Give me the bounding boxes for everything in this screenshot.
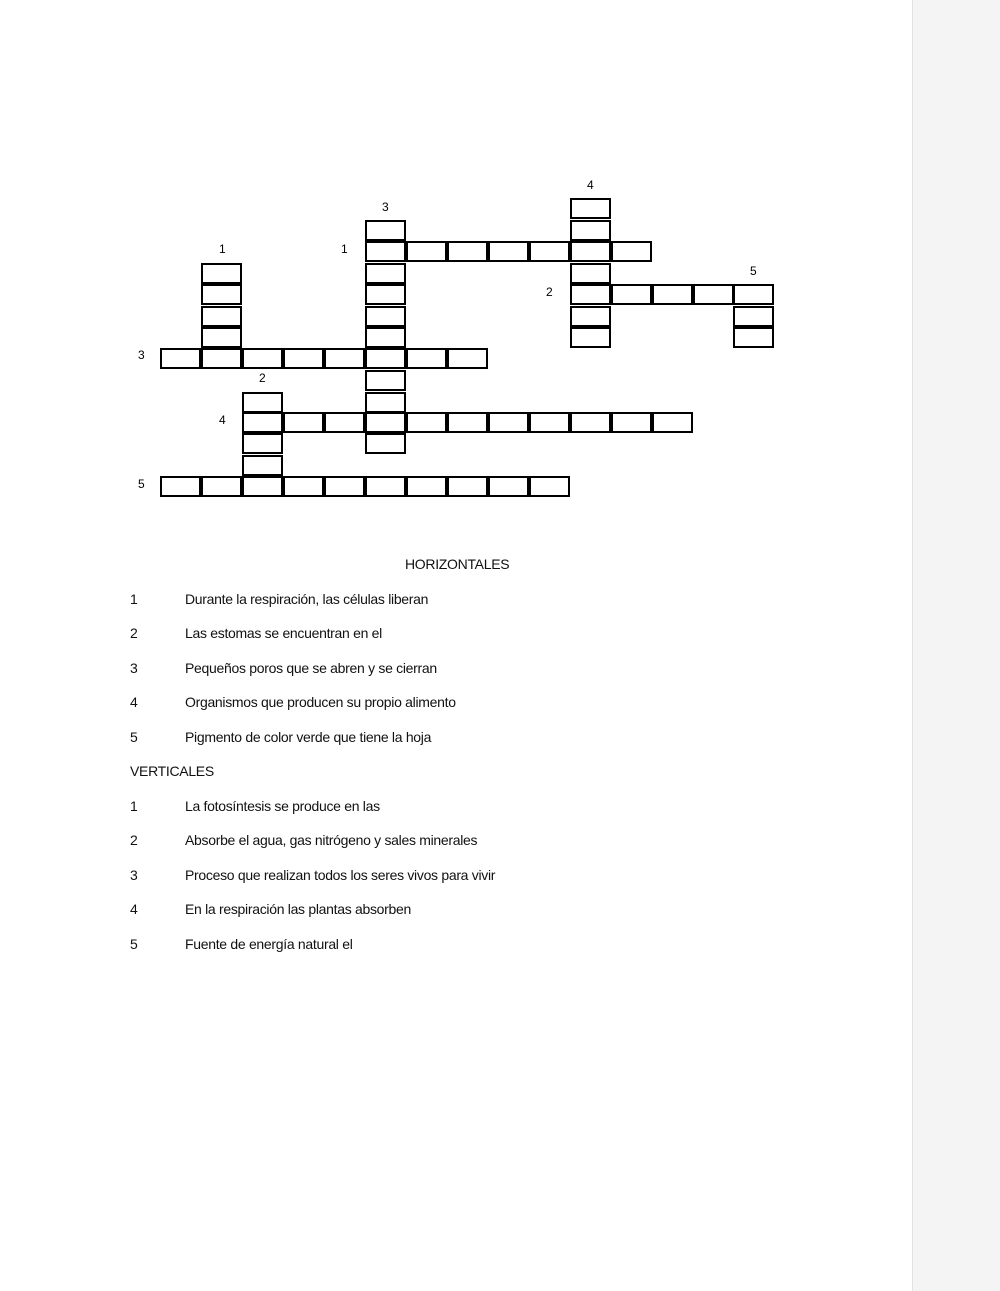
clue-number-down-4: 4 [587, 178, 594, 192]
crossword-cell[interactable] [733, 327, 774, 348]
crossword-cell[interactable] [570, 220, 611, 241]
clue-text: Pequeños poros que se abren y se cierran [185, 660, 437, 676]
clue-text: En la respiración las plantas absorben [185, 901, 411, 917]
crossword-cell[interactable] [283, 412, 324, 433]
crossword-cell[interactable] [365, 306, 406, 327]
crossword-cell[interactable] [406, 348, 447, 369]
crossword-cell[interactable] [242, 433, 283, 454]
crossword-cell[interactable] [201, 348, 242, 369]
crossword-cell[interactable] [488, 241, 529, 262]
crossword-cell[interactable] [283, 348, 324, 369]
crossword-cell[interactable] [160, 476, 201, 497]
crossword-cell[interactable] [733, 306, 774, 327]
clue-number-down-3: 3 [382, 200, 389, 214]
crossword-cell[interactable] [733, 284, 774, 305]
crossword-cell[interactable] [529, 241, 570, 262]
crossword-cell[interactable] [488, 412, 529, 433]
crossword-cell[interactable] [365, 476, 406, 497]
clue-text: Las estomas se encuentran en el [185, 625, 382, 641]
clue-number: 5 [130, 729, 138, 745]
crossword-cell[interactable] [365, 284, 406, 305]
crossword-cell[interactable] [365, 392, 406, 413]
crossword-cell[interactable] [242, 476, 283, 497]
verticales-title: VERTICALES [130, 763, 214, 779]
clue-text: La fotosíntesis se produce en las [185, 798, 380, 814]
crossword-cell[interactable] [447, 241, 488, 262]
crossword-cell[interactable] [447, 476, 488, 497]
clue-number: 5 [130, 936, 138, 952]
clue-number-down-1: 1 [219, 242, 226, 256]
crossword-cell[interactable] [406, 412, 447, 433]
clue-number-down-5: 5 [750, 264, 757, 278]
clue-text: Absorbe el agua, gas nitrógeno y sales minerales [185, 832, 478, 848]
page-margin [912, 0, 1000, 1291]
crossword-cell[interactable] [201, 327, 242, 348]
crossword-cell[interactable] [529, 476, 570, 497]
clue-number-across-4: 4 [219, 413, 226, 427]
crossword-cell[interactable] [652, 412, 693, 433]
crossword-cell[interactable] [324, 412, 365, 433]
crossword-cell[interactable] [242, 455, 283, 476]
crossword-cell[interactable] [365, 348, 406, 369]
clue-text: Fuente de energía natural el [185, 936, 353, 952]
crossword-cell[interactable] [570, 412, 611, 433]
crossword-cell[interactable] [324, 348, 365, 369]
horizontales-title: HORIZONTALES [405, 556, 510, 572]
clue-text: Organismos que producen su propio alimento [185, 694, 456, 710]
clue-number: 4 [130, 694, 138, 710]
clue-number: 2 [130, 625, 138, 641]
crossword-cell[interactable] [570, 306, 611, 327]
crossword-cell[interactable] [201, 476, 242, 497]
clue-text: Proceso que realizan todos los seres vivos para vivir [185, 867, 496, 883]
crossword-cell[interactable] [529, 412, 570, 433]
clue-number: 3 [130, 867, 138, 883]
clue-number: 3 [130, 660, 138, 676]
crossword-cell[interactable] [406, 476, 447, 497]
crossword-cell[interactable] [488, 476, 529, 497]
crossword-cell[interactable] [652, 284, 693, 305]
crossword-cell[interactable] [406, 241, 447, 262]
clue-number-down-2: 2 [259, 371, 266, 385]
crossword-cell[interactable] [201, 263, 242, 284]
clue-number-across-1: 1 [341, 242, 348, 256]
crossword-cell[interactable] [570, 241, 611, 262]
crossword-cell[interactable] [693, 284, 734, 305]
crossword-cell[interactable] [365, 241, 406, 262]
crossword-cell[interactable] [447, 348, 488, 369]
crossword-cell[interactable] [570, 327, 611, 348]
crossword-cell[interactable] [611, 241, 652, 262]
crossword-cell[interactable] [201, 306, 242, 327]
clue-text: Durante la respiración, las células liberan [185, 591, 429, 607]
crossword-cell[interactable] [570, 284, 611, 305]
crossword-cell[interactable] [242, 348, 283, 369]
crossword-cell[interactable] [324, 476, 365, 497]
crossword-cell[interactable] [365, 220, 406, 241]
crossword-cell[interactable] [365, 433, 406, 454]
clue-number-across-5: 5 [138, 477, 145, 491]
crossword-cell[interactable] [365, 263, 406, 284]
crossword-cell[interactable] [611, 412, 652, 433]
crossword-cell[interactable] [611, 284, 652, 305]
crossword-cell[interactable] [570, 263, 611, 284]
clue-number: 1 [130, 798, 138, 814]
clue-number-across-3: 3 [138, 348, 145, 362]
crossword-cell[interactable] [160, 348, 201, 369]
crossword-cell[interactable] [570, 198, 611, 219]
crossword-cell[interactable] [242, 412, 283, 433]
crossword-cell[interactable] [365, 327, 406, 348]
clue-number-across-2: 2 [546, 285, 553, 299]
crossword-cell[interactable] [447, 412, 488, 433]
crossword-cell[interactable] [201, 284, 242, 305]
crossword-cell[interactable] [242, 392, 283, 413]
crossword-cell[interactable] [365, 370, 406, 391]
crossword-cell[interactable] [283, 476, 324, 497]
clue-number: 4 [130, 901, 138, 917]
clue-number: 2 [130, 832, 138, 848]
crossword-cell[interactable] [365, 412, 406, 433]
clue-number: 1 [130, 591, 138, 607]
clue-text: Pigmento de color verde que tiene la hoja [185, 729, 432, 745]
